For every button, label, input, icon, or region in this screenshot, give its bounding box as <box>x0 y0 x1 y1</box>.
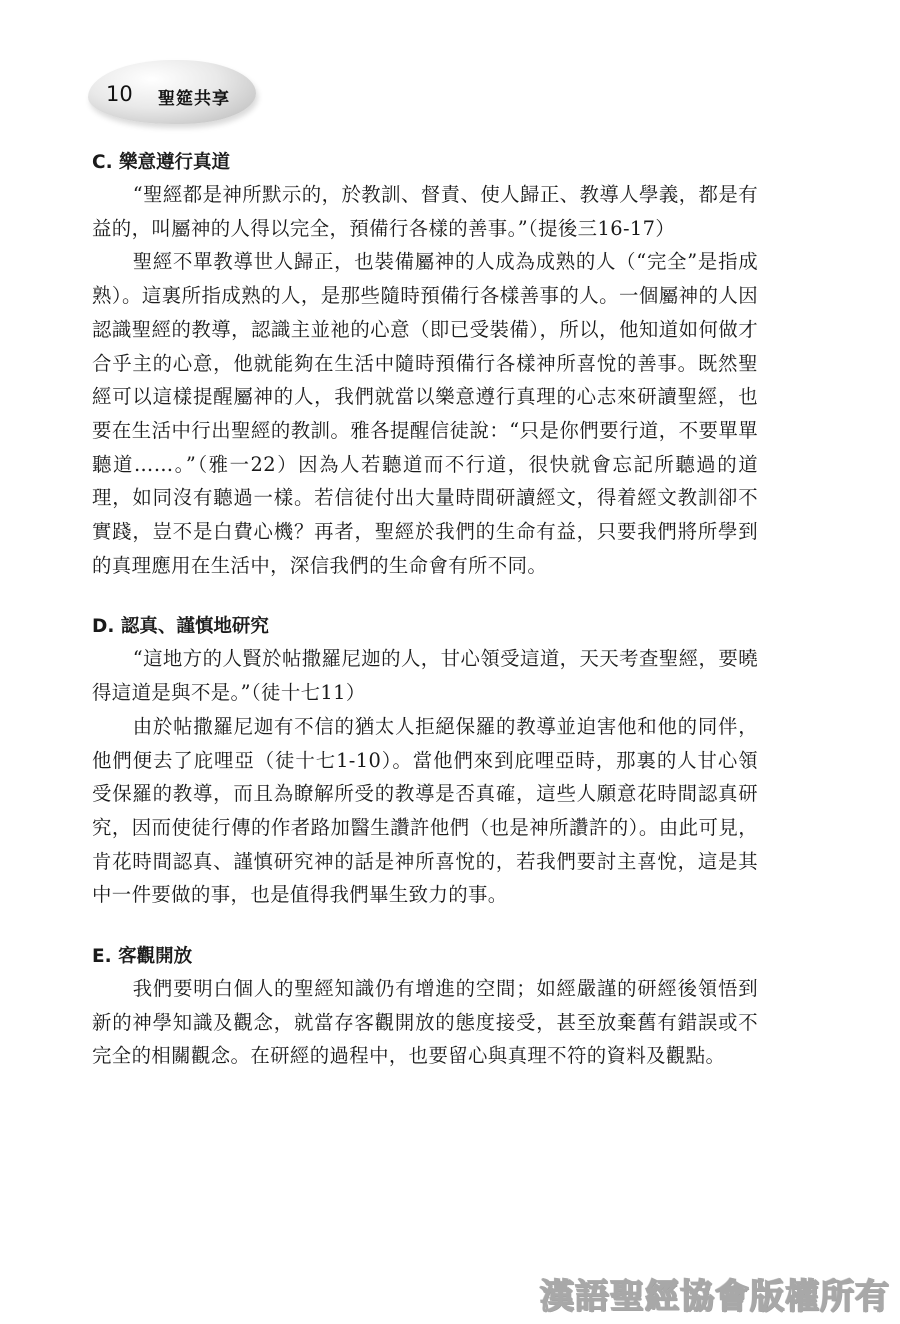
scripture-quote: “這地方的人賢於帖撒羅尼迦的人，甘心領受這道，天天考查聖經，要曉得這道是與不是。”（徒十七11） <box>92 647 758 705</box>
section-gap <box>92 912 758 942</box>
section-gap <box>92 582 758 612</box>
section-heading: E. 客觀開放 <box>92 946 193 968</box>
section-c <box>92 148 758 582</box>
page-header <box>88 58 408 128</box>
body-paragraph: 我們要明白個人的聖經知識仍有增進的空間；如經嚴謹的研經後領悟到新的神學知識及觀念，就當存客觀開放的態度接受，甚至放棄舊有錯誤或不完全的相關觀念。在研經的過程中，也要留心與真理不符的資料及觀點。 <box>92 977 758 1068</box>
section-heading: D. 認真、謹慎地研究 <box>92 616 269 638</box>
scripture-quote: “聖經都是神所默示的，於教訓、督責、使人歸正、教導人學義，都是有益的，叫屬神的人得以完全，預備行各樣的善事。”（提後三16-17） <box>92 183 758 240</box>
body-paragraph: 聖經不單教導世人歸正，也裝備屬神的人成為成熟的人（“完全”是指成熟）。這裏所指成熟的人，是那些隨時預備行各樣善事的人。一個屬神的人因認識聖經的教導，認識主並祂的心意（即已受裝備），所以，他知道如何做才合乎主的心意，他就能夠在生活中隨時預備行各樣神所喜悅的善事。既然聖經可以這樣提醒屬神的人，我們就當以樂意遵行真理的心志來研讀聖經，也要在生活中行出聖經的教訓。雅各提醒信徒說：“只是你們要行道，不要單單聽道……。”（雅一22）因為人若聽道而不行道，很快就會忘記所聽過的道理，如同沒有聽過一樣。若信徒付出大量時間研讀經文，得着經文教訓卻不實踐，豈不是白費心機？再者，聖經於我們的生命有益，只要我們將所學到的真理應用在生活中，深信我們的生命會有所不同。 <box>92 250 758 577</box>
page-content <box>92 148 758 1073</box>
section-heading: C. 樂意遵行真道 <box>92 152 231 173</box>
body-paragraph: 由於帖撒羅尼迦有不信的猶太人拒絕保羅的教導並迫害他和他的同伴，他們便去了庇哩亞（徒十七1-10）。當他們來到庇哩亞時，那裏的人甘心領受保羅的教導，而且為瞭解所受的教導是否真確，這些人願意花時間認真研究，因而使徒行傳的作者路加醫生讚許他們（也是神所讚許的）。由此可見，肯花時間認真、謹慎研究神的話是神所喜悅的，若我們要討主喜悅，這是其中一件要做的事，也是值得我們畢生致力的事。 <box>92 714 758 907</box>
page-number: 10 <box>106 82 133 106</box>
section-e <box>92 942 758 1073</box>
section-d <box>92 612 758 912</box>
copyright-watermark: 漢語聖經協會版權所有 <box>540 1277 890 1317</box>
book-title: 聖筵共享 <box>158 89 230 109</box>
